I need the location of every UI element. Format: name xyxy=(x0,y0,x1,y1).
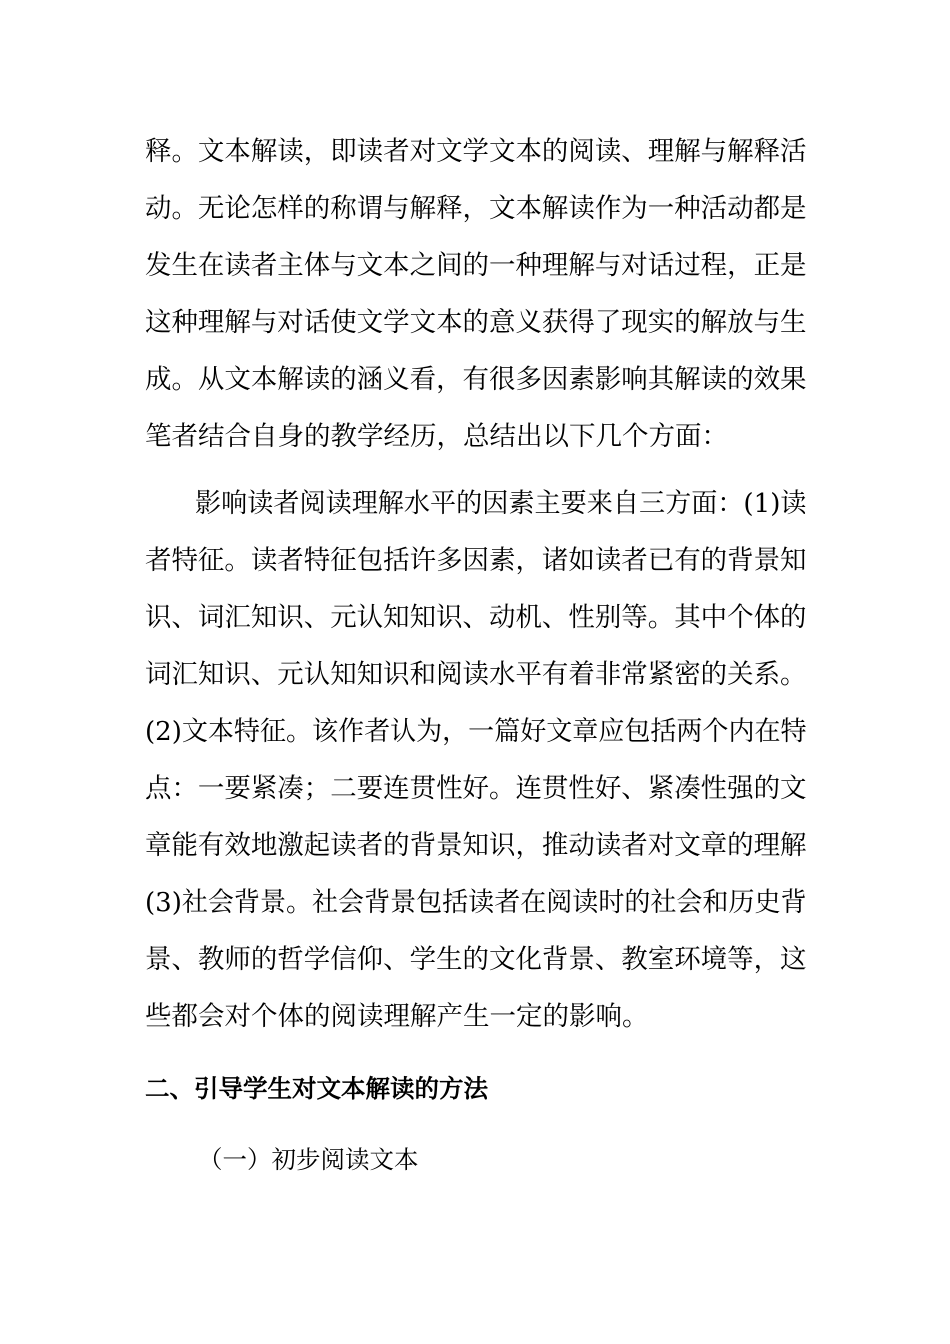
paragraph-2-line: 词汇知识、元认知知识和阅读水平有着非常紧密的关系。 xyxy=(145,659,807,690)
paragraph-1-line: 释。文本解读，即读者对文学文本的阅读、理解与解释活 xyxy=(145,136,807,167)
paragraph-2-line: 者特征。读者特征包括许多因素，诸如读者已有的背景知 xyxy=(145,545,807,576)
section-heading: 二、引导学生对文本解读的方法 xyxy=(145,1074,488,1103)
paragraph-2-line: (2)文本特征。该作者认为，一篇好文章应包括两个内在特 xyxy=(145,716,807,747)
paragraph-2-line: 章能有效地激起读者的背景知识，推动读者对文章的理解 xyxy=(145,830,807,861)
paragraph-1-line: 这种理解与对话使文学文本的意义获得了现实的解放与生 xyxy=(145,307,807,338)
paragraph-2-line: 影响读者阅读理解水平的因素主要来自三方面：(1)读 xyxy=(195,488,807,519)
paragraph-1 xyxy=(145,135,807,465)
paragraph-2-line: 些都会对个体的阅读理解产生一定的影响。 xyxy=(145,1001,649,1032)
paragraph-2-line: 景、教师的哲学信仰、学生的文化背景、教室环境等，这 xyxy=(145,944,807,975)
paragraph-1-line: 成。从文本解读的涵义看，有很多因素影响其解读的效果 xyxy=(145,364,807,395)
paragraph-2-line: 点：一要紧凑；二要连贯性好。连贯性好、紧凑性强的文 xyxy=(145,773,807,804)
paragraph-2 xyxy=(145,487,807,1047)
paragraph-2-line: 识、词汇知识、元认知知识、动机、性别等。其中个体的 xyxy=(145,602,807,633)
paragraph-1-line: 发生在读者主体与文本之间的一种理解与对话过程，正是 xyxy=(145,250,807,281)
paragraph-2-line: (3)社会背景。社会背景包括读者在阅读时的社会和历史背 xyxy=(145,887,807,918)
paragraph-1-line: 动。无论怎样的称谓与解释，文本解读作为一种活动都是 xyxy=(145,193,807,224)
sub-heading: （一）初步阅读文本 xyxy=(198,1145,419,1174)
paragraph-1-line: 笔者结合自身的教学经历，总结出以下几个方面： xyxy=(145,421,728,452)
